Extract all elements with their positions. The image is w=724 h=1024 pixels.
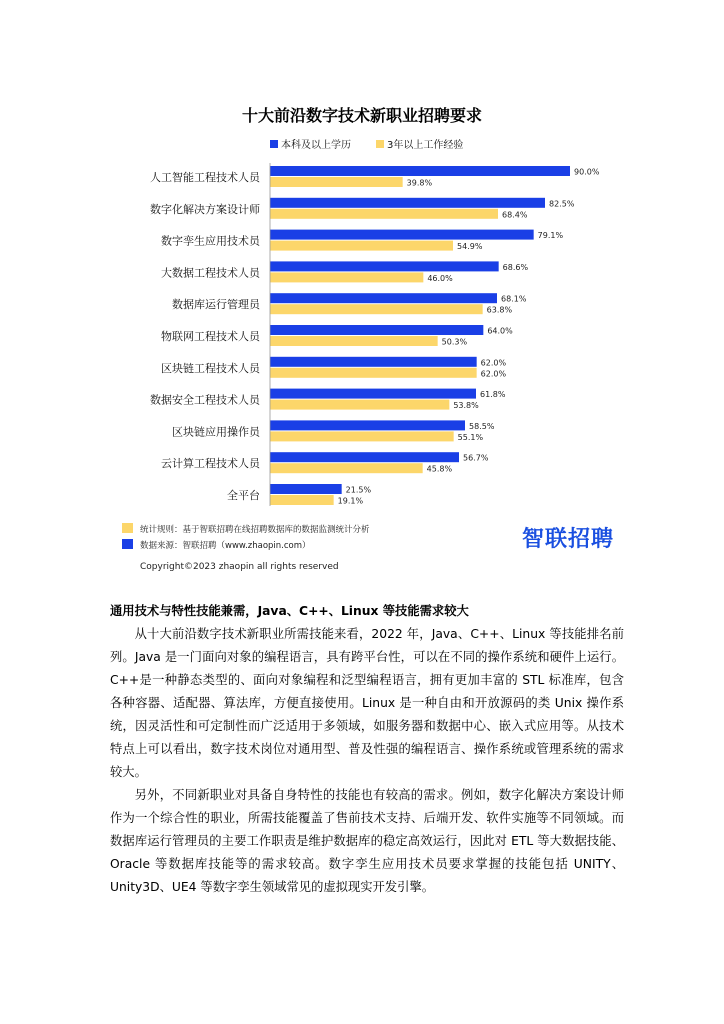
bar-degree <box>270 357 477 367</box>
category-label: 大数据工程技术人员 <box>161 266 260 280</box>
bar-experience <box>270 431 454 441</box>
rule-swatch <box>122 523 133 533</box>
data-label: 21.5% <box>345 485 372 495</box>
legend-label-1: 本科及以上学历 <box>281 140 351 151</box>
data-label: 90.0% <box>574 167 600 177</box>
category-label: 数字孪生应用技术员 <box>161 234 260 248</box>
data-label: 19.1% <box>337 496 364 506</box>
bar-experience <box>270 368 477 378</box>
chart-legend <box>270 138 463 151</box>
category-label: 区块链工程技术人员 <box>161 361 260 375</box>
data-label: 58.5% <box>469 421 495 431</box>
category-label: 区块链应用操作员 <box>172 425 260 439</box>
category-label: 数据安全工程技术人员 <box>150 393 260 407</box>
data-label: 68.4% <box>502 210 528 220</box>
category-label: 云计算工程技术人员 <box>161 457 260 471</box>
chart-bars <box>150 166 600 506</box>
data-label: 68.6% <box>502 262 529 272</box>
bar-degree <box>270 261 499 271</box>
bar-degree <box>270 420 465 430</box>
bar-degree <box>270 166 570 176</box>
zhaopin-logo: 智联招聘 <box>522 527 615 552</box>
data-label: 50.3% <box>441 337 468 347</box>
article-paragraph: 另外，不同新职业对具备自身特性的技能也有较高的需求。例如，数字化解决方案设计师作为一个综合性的职业，所需技能覆盖了售前技术支持、后端开发、软件实施等不同领域。而数据库运行管理员的主要工作职责是维护数据库的稳定高效运行，因此对 ETL 等大数据技能、Oracle 等数据库技能等的需求较高。数字孪生应用技术员要求掌握的技能包括 UNITY、Unity3D、UE4 等数字孪生领域常见的虚拟现实开发引擎。 <box>110 788 624 894</box>
data-label: 45.8% <box>426 464 453 474</box>
category-label: 数字化解决方案设计师 <box>150 202 260 216</box>
data-label: 53.8% <box>453 401 479 411</box>
copyright: Copyright©2023 zhaopin all rights reserved <box>140 562 339 572</box>
bar-degree <box>270 198 545 208</box>
data-label: 79.1% <box>537 231 564 241</box>
bar-degree <box>270 230 534 240</box>
data-label: 62.0% <box>480 369 507 379</box>
legend-swatch-2 <box>376 140 384 148</box>
bar-degree <box>270 325 483 335</box>
bar-experience <box>270 304 483 314</box>
article-body <box>110 600 624 899</box>
bar-experience <box>270 177 403 187</box>
category-label: 全平台 <box>227 489 260 502</box>
article-paragraph: 从十大前沿数字技术新职业所需技能来看，2022 年，Java、C++、Linux 等技能排名前列。Java 是一门面向对象的编程语言，具有跨平台性，可以在不同的操作系统和硬件上运行。C++是一种静态类型的、面向对象编程和泛型编程语言，拥有更加丰富的 STL 标准库，包含各种容器、适配器、算法库，方便直接使用。Linux 是一种自由和开放源码的类 Unix 操作系统，因灵活性和可定制性而广泛适用于多领域，如服务器和数据中心、嵌入式应用等。从技术特点上可以看出，数字技术岗位对通用型、普及性强的编程语言、操作系统或管理系统的需求较大。 <box>110 627 624 779</box>
bar-degree <box>270 452 459 462</box>
data-label: 68.1% <box>501 294 527 304</box>
chart-title: 十大前沿数字技术新职业招聘要求 <box>241 106 482 125</box>
data-label: 61.8% <box>480 390 506 400</box>
data-label: 82.5% <box>549 199 575 209</box>
article-heading: 通用技术与特性技能兼需，Java、C++、Linux 等技能需求较大 <box>110 604 469 618</box>
chart-source-notes <box>122 523 370 551</box>
bar-degree <box>270 484 342 494</box>
bar-experience <box>270 272 423 282</box>
data-label: 63.8% <box>486 305 513 315</box>
bar-experience <box>270 336 438 346</box>
data-label: 54.9% <box>457 242 483 252</box>
bar-experience <box>270 400 449 410</box>
bar-degree <box>270 389 476 399</box>
legend-swatch-1 <box>270 140 278 148</box>
data-label: 62.0% <box>480 358 507 368</box>
category-label: 数据库运行管理员 <box>172 298 260 312</box>
data-label: 39.8% <box>406 178 433 188</box>
bar-degree <box>270 293 497 303</box>
bar-experience <box>270 241 453 251</box>
data-label: 55.1% <box>457 432 484 442</box>
category-label: 物联网工程技术人员 <box>161 330 260 343</box>
category-label: 人工智能工程技术人员 <box>150 171 260 184</box>
data-label: 56.7% <box>463 453 489 463</box>
rule-label: 统计规则：基于智联招聘在线招聘数据库的数据监测统计分析 <box>140 525 370 535</box>
source-swatch <box>122 539 133 549</box>
bar-experience <box>270 463 423 473</box>
data-label: 46.0% <box>427 273 453 283</box>
bar-experience <box>270 209 498 219</box>
legend-label-2: 3年以上工作经验 <box>387 140 464 151</box>
source-label: 数据来源：智联招聘（www.zhaopin.com） <box>140 541 311 551</box>
data-label: 64.0% <box>487 326 513 336</box>
bar-experience <box>270 495 334 505</box>
